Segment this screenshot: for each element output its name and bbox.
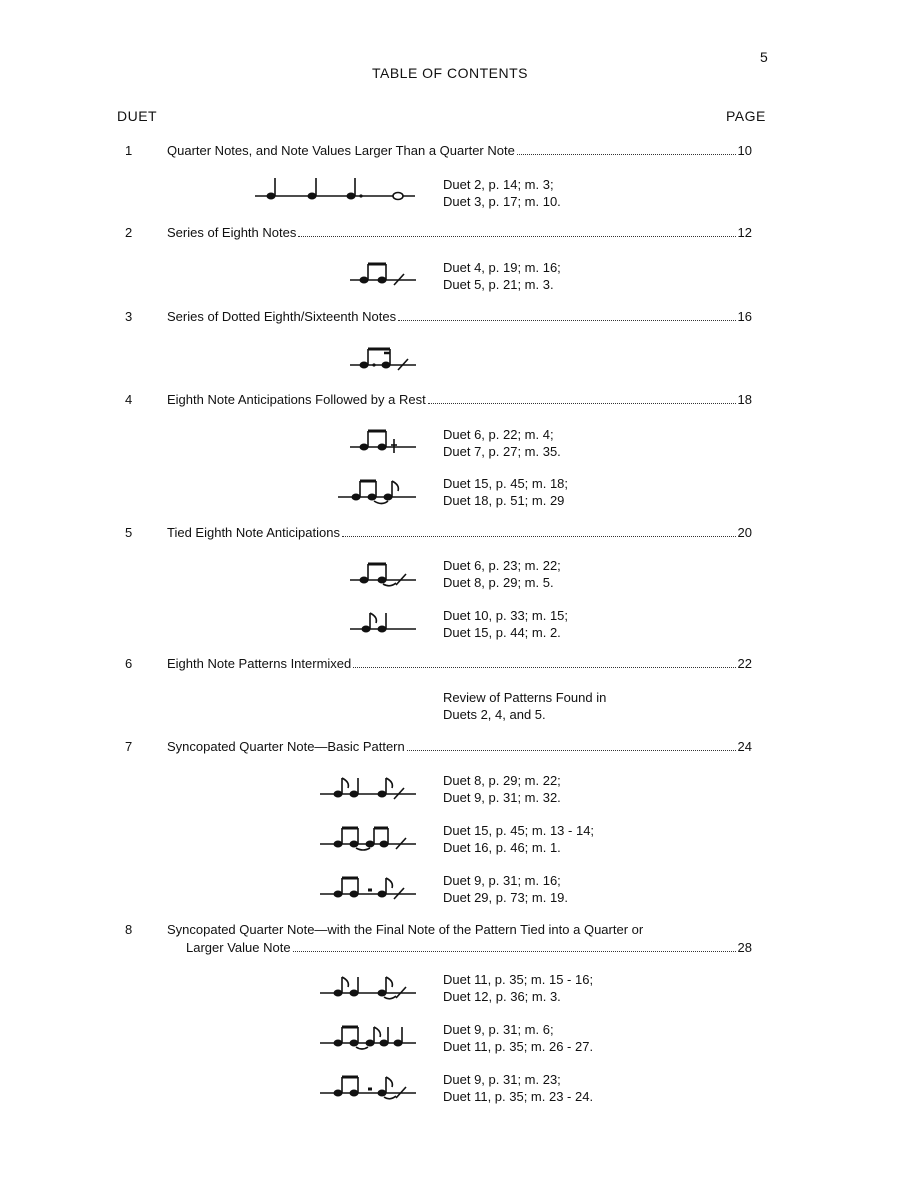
reference-line: Duet 9, p. 31; m. 23;: [443, 1072, 561, 1087]
reference-line: Duet 5, p. 21; m. 3.: [443, 277, 554, 292]
toc-entry-6[interactable]: [0, 656, 900, 676]
rhythm-notation-icon: [350, 607, 420, 637]
reference-line: Duet 6, p. 23; m. 22;: [443, 558, 561, 573]
entry-number: 5: [125, 525, 133, 540]
entry-label-continued: Larger Value Note: [186, 940, 291, 955]
rhythm-notation-icon: [320, 971, 420, 1001]
reference-line: Duet 9, p. 31; m. 32.: [443, 790, 561, 805]
reference-line: Duet 11, p. 35; m. 23 - 24.: [443, 1089, 594, 1104]
entry-label: Eighth Note Patterns Intermixed: [167, 656, 352, 671]
entry-page: 24: [737, 739, 752, 754]
entry-page: 28: [737, 940, 752, 955]
reference-line: Duet 10, p. 33; m. 15;: [443, 608, 569, 623]
entry-label: Tied Eighth Note Anticipations: [167, 525, 340, 540]
reference-line: Duet 16, p. 46; m. 1.: [443, 840, 561, 855]
reference-line: Duet 3, p. 17; m. 10.: [443, 194, 561, 209]
dot-leader: [293, 950, 736, 952]
entry-number: 4: [125, 392, 133, 407]
reference-block: [443, 772, 561, 806]
reference-line: Duet 9, p. 31; m. 16;: [443, 873, 561, 888]
rhythm-notation-icon: [320, 1021, 420, 1051]
entry-label: Series of Eighth Notes: [167, 225, 297, 240]
reference-block: [443, 689, 606, 723]
reference-line: Duet 11, p. 35; m. 15 - 16;: [443, 972, 594, 987]
entry-number: 6: [125, 656, 133, 671]
reference-line: Duet 8, p. 29; m. 5.: [443, 575, 554, 590]
dot-leader: [407, 749, 736, 751]
toc-entry-4[interactable]: [0, 392, 900, 412]
dot-leader: [342, 535, 736, 537]
rhythm-notation-icon: [320, 1071, 420, 1101]
toc-entry-8[interactable]: [0, 922, 900, 942]
reference-block: [443, 822, 594, 856]
reference-block: [443, 475, 568, 509]
reference-line: Duet 15, p. 45; m. 13 - 14;: [443, 823, 595, 838]
reference-block: [443, 607, 568, 641]
toc-entry-2[interactable]: [0, 225, 900, 245]
toc-entry-5[interactable]: [0, 525, 900, 545]
reference-block: [443, 259, 561, 293]
reference-line: Duet 15, p. 44; m. 2.: [443, 625, 561, 640]
reference-line: Duet 2, p. 14; m. 3;: [443, 177, 554, 192]
reference-block: [443, 971, 593, 1005]
column-header-duet: DUET: [117, 108, 158, 124]
reference-block: [443, 557, 561, 591]
entry-label: Syncopated Quarter Note—with the Final Note of the Pattern Tied into a Quarter or: [167, 922, 644, 937]
rhythm-notation-icon: [320, 772, 420, 802]
entry-number: 1: [125, 143, 133, 158]
entry-page: 16: [737, 309, 752, 324]
page-title: TABLE OF CONTENTS: [371, 65, 529, 81]
dot-leader: [398, 319, 735, 321]
entry-page: 22: [737, 656, 752, 671]
reference-line: Duet 8, p. 29; m. 22;: [443, 773, 561, 788]
reference-line: Duets 2, 4, and 5.: [443, 707, 546, 722]
rhythm-notation-icon: [320, 822, 420, 852]
reference-line: Duet 4, p. 19; m. 16;: [443, 260, 561, 275]
entry-page: 20: [737, 525, 752, 540]
reference-block: [443, 176, 561, 210]
toc-entry-8-continued[interactable]: [0, 940, 900, 960]
reference-line: Duet 7, p. 27; m. 35.: [443, 444, 561, 459]
reference-line: Duet 11, p. 35; m. 26 - 27.: [443, 1039, 594, 1054]
rhythm-notation-icon: [350, 343, 420, 373]
toc-entry-1[interactable]: [0, 143, 900, 163]
reference-line: Duet 12, p. 36; m. 3.: [443, 989, 561, 1004]
rhythm-notation-icon: [350, 558, 420, 588]
reference-block: [443, 426, 561, 460]
reference-line: Duet 18, p. 51; m. 29: [443, 493, 565, 508]
reference-line: Duet 29, p. 73; m. 19.: [443, 890, 569, 905]
dot-leader: [298, 235, 735, 237]
rhythm-notation-icon: [320, 872, 420, 902]
entry-label: Syncopated Quarter Note—Basic Pattern: [167, 739, 405, 754]
entry-page: 12: [737, 225, 752, 240]
rhythm-notation-icon: [255, 174, 420, 204]
reference-line: Review of Patterns Found in: [443, 690, 607, 705]
entry-number: 7: [125, 739, 133, 754]
entry-number: 8: [125, 922, 133, 937]
dot-leader: [428, 402, 736, 404]
rhythm-notation-icon: [350, 258, 420, 288]
entry-number: 3: [125, 309, 133, 324]
entry-label: Quarter Notes, and Note Values Larger Than a Quarter Note: [167, 143, 515, 158]
rhythm-notation-icon: [338, 475, 420, 505]
entry-label: Series of Dotted Eighth/Sixteenth Notes: [167, 309, 397, 324]
reference-line: Duet 6, p. 22; m. 4;: [443, 427, 554, 442]
reference-block: [443, 1021, 593, 1055]
reference-line: Duet 9, p. 31; m. 6;: [443, 1022, 554, 1037]
rhythm-notation-icon: [350, 425, 420, 455]
reference-line: Duet 15, p. 45; m. 18;: [443, 476, 569, 491]
entry-page: 10: [737, 143, 752, 158]
dot-leader: [353, 666, 735, 668]
toc-entry-3[interactable]: [0, 309, 900, 329]
entry-page: 18: [737, 392, 752, 407]
reference-block: [443, 872, 568, 906]
reference-block: [443, 1071, 593, 1105]
column-header-page: PAGE: [726, 108, 766, 124]
toc-entry-7[interactable]: [0, 739, 900, 759]
entry-label: Eighth Note Anticipations Followed by a Rest: [167, 392, 426, 407]
entry-number: 2: [125, 225, 133, 240]
page-number: 5: [760, 49, 768, 65]
dot-leader: [517, 153, 736, 155]
